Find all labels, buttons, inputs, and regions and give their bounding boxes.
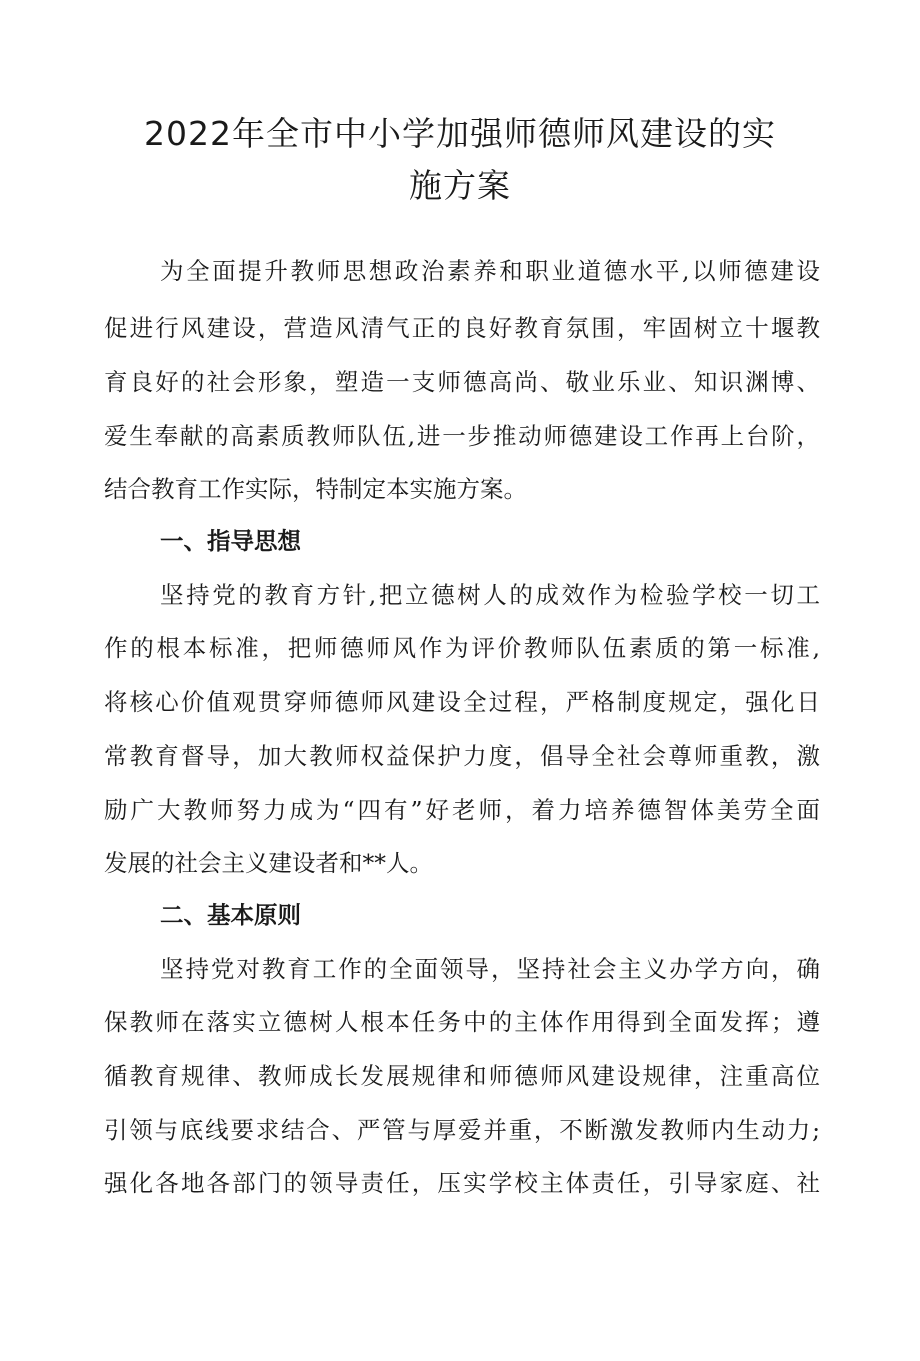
section-1-line: 励广大教师努力成为“四有”好老师，着力培养德智体美劳全面 <box>104 796 820 824</box>
intro-line: 爱生奉献的高素质教师队伍,进一步推动师德建设工作再上台阶， <box>104 422 820 450</box>
section-1-line: 坚持党的教育方针,把立德树人的成效作为检验学校一切工 <box>160 581 820 609</box>
section-1-line: 作的根本标准，把师德师风作为评价教师队伍素质的第一标准, <box>104 634 820 662</box>
section-2-line: 强化各地各部门的领导责任，压实学校主体责任，引导家庭、社 <box>104 1169 820 1197</box>
section-1-line: 将核心价值观贯穿师德师风建设全过程，严格制度规定，强化日 <box>104 688 820 716</box>
intro-line: 育良好的社会形象，塑造一支师德高尚、敬业乐业、知识渊博、 <box>104 368 820 396</box>
intro-line: 为全面提升教师思想政治素养和职业道德水平,以师德建设 <box>160 257 820 285</box>
section-2-line: 坚持党对教育工作的全面领导，坚持社会主义办学方向，确 <box>160 955 820 983</box>
section-heading-guiding-ideology: 一、指导思想 <box>160 527 301 555</box>
document-title-line-2: 施方案 <box>409 166 511 205</box>
intro-line: 结合教育工作实际，特制定本实施方案。 <box>104 475 527 503</box>
section-1-line: 常教育督导，加大教师权益保护力度，倡导全社会尊师重教，激 <box>104 742 820 770</box>
section-2-line: 循教育规律、教师成长发展规律和师德师风建设规律，注重高位 <box>104 1062 820 1090</box>
section-1-line: 发展的社会主义建设者和**人。 <box>104 849 433 877</box>
document-title-line-1: 2022年全市中小学加强师德师风建设的实 <box>144 114 776 153</box>
section-2-line: 保教师在落实立德树人根本任务中的主体作用得到全面发挥；遵 <box>104 1008 820 1036</box>
section-2-line: 引领与底线要求结合、严管与厚爱并重，不断激发教师内生动力; <box>104 1116 820 1144</box>
section-heading-basic-principles: 二、基本原则 <box>160 901 301 929</box>
intro-line: 促进行风建设，营造风清气正的良好教育氛围，牢固树立十堰教 <box>104 314 820 342</box>
